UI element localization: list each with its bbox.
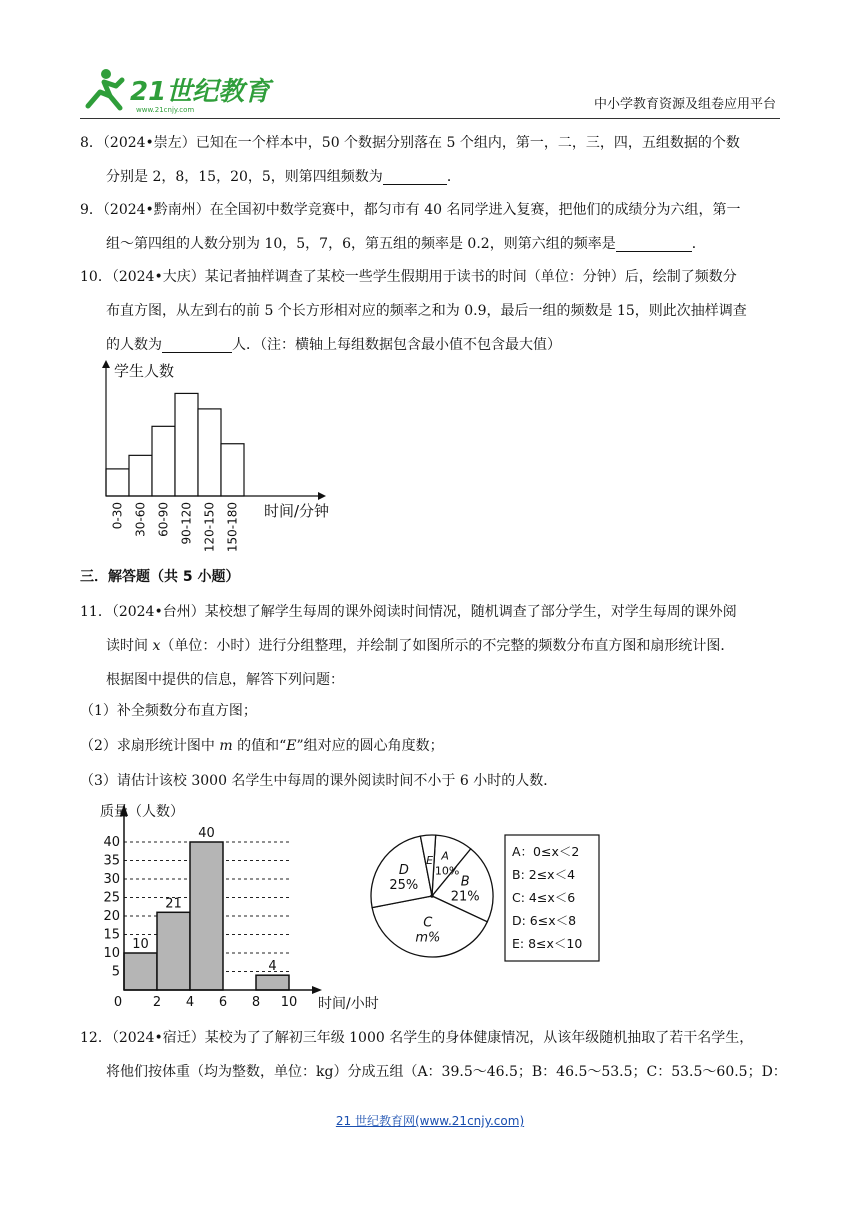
x-tick-label: 2 <box>152 995 162 1010</box>
slice-name-label: D <box>398 862 409 878</box>
pie-legend <box>504 834 600 962</box>
legend-item: B: 2≤x＜4 <box>512 867 576 882</box>
x-tick-label: 4 <box>185 995 195 1010</box>
x-tick-label: 60-90 <box>156 502 171 537</box>
slice-percent-label: m% <box>415 930 441 946</box>
section-heading: 三．解答题（共 5 小题） <box>80 569 240 585</box>
q9-text: 组～第四组的人数分别为 10，5，7，6，第五组的频率是 0.2，则第六组的频率是 <box>106 236 616 252</box>
answer-blank[interactable] <box>383 164 447 185</box>
histogram-bar <box>256 975 289 990</box>
y-axis-label: 质量（人数） <box>100 804 184 820</box>
logo-url: www.21cnjy.com <box>136 106 195 114</box>
legend-item: E: 8≤x＜10 <box>512 936 583 951</box>
question-10 <box>80 260 780 362</box>
q10-text: 的人数为 <box>106 337 162 353</box>
legend-item: A：0≤x＜2 <box>512 844 580 859</box>
q12-line2: 将他们按体重（均为整数，单位：kg）分成五组（A：39.5～46.5；B：46.5～53.5；C：53.5～60.5；D： <box>106 1064 787 1080</box>
q8-period: ． <box>446 169 461 185</box>
q11-sub1: （1）补全频数分布直方图； <box>80 703 257 719</box>
q11-sub2-c: ”组对应的圆心角度数； <box>296 738 444 754</box>
platform-name: 中小学教育资源及组卷应用平台 <box>593 97 776 112</box>
page-header <box>80 62 780 119</box>
x-tick-label: 90-120 <box>179 502 194 545</box>
histogram-bar <box>157 912 190 990</box>
histogram-bar <box>190 842 223 990</box>
legend-item: C: 4≤x＜6 <box>512 890 576 905</box>
slice-name-label: A <box>441 849 449 863</box>
slice-percent-label: 10% <box>434 864 460 878</box>
x-axis-arrow <box>312 986 322 994</box>
bar-value-label: 10 <box>132 937 149 952</box>
answer-blank[interactable] <box>616 231 692 252</box>
slice-name-label: B <box>460 874 470 890</box>
histogram-bar <box>106 469 129 496</box>
y-tick-label: 30 <box>103 872 120 887</box>
q11-line1: 11．（2024•台州）某校想了解学生每周的课外阅读时间情况，随机调查了部分学生，对学生每周的课外阅 <box>80 604 737 620</box>
x-tick-label: 0-30 <box>110 502 125 530</box>
histogram-bar <box>129 455 152 496</box>
variable-x: x <box>152 638 161 654</box>
pie-center <box>430 894 434 898</box>
q10-line1: 10．（2024•大庆）某记者抽样调查了某校一些学生假期用于读书的时间（单位：分钟）后，绘制了频数分 <box>80 269 737 285</box>
slice-name-label: E <box>426 854 434 868</box>
question-11 <box>80 595 780 697</box>
histogram-bar <box>198 409 221 496</box>
y-tick-label: 15 <box>103 927 120 943</box>
brand-logo <box>80 62 310 116</box>
x-tick-label: 10 <box>280 995 298 1010</box>
x-axis-arrow <box>318 492 326 500</box>
y-axis-label: 学生人数 <box>114 362 175 380</box>
y-tick-label: 10 <box>103 946 120 961</box>
question-8 <box>80 126 780 194</box>
q10-line2: 布直方图，从左到右的前 5 个长方形相对应的频率之和为 0.9，最后一组的频数是 15，则此次抽样调查 <box>106 303 747 319</box>
histogram-bar <box>221 444 244 496</box>
q11-text-a: 读时间 <box>106 638 153 654</box>
variable-m: m <box>219 738 233 754</box>
x-tick-label: 0 <box>113 995 123 1010</box>
q8-line1: 8．（2024•崇左）已知在一个样本中，50 个数据分别落在 5 个组内，第一，二，三，四，五组数据的个数 <box>80 135 740 151</box>
y-axis-arrow <box>102 360 110 368</box>
legend-item: D: 6≤x＜8 <box>512 913 577 928</box>
footer-link[interactable]: 21 世纪教育网(www.21cnjy.com) <box>335 1114 525 1128</box>
q8-text: 分别是 2，8，15，20，5，则第四组频数为 <box>106 169 383 185</box>
q11-line3: 根据图中提供的信息，解答下列问题： <box>106 672 344 688</box>
x-tick-label: 8 <box>251 995 261 1010</box>
x-axis-label: 时间/分钟 <box>264 502 330 520</box>
answer-blank[interactable] <box>162 332 232 353</box>
question-9 <box>80 193 780 261</box>
reading-time-histogram <box>96 356 356 556</box>
q12-line1: 12．（2024•宿迁）某校为了了解初三年级 1000 名学生的身体健康情况，从该年级随机抽取了若干名学生， <box>80 1030 754 1046</box>
x-axis-label: 时间/小时 <box>318 996 379 1012</box>
slice-name-label: C <box>423 915 433 931</box>
bar-value-label: 40 <box>198 826 215 841</box>
logo-text: 21世纪教育 <box>130 77 271 107</box>
runner-icon <box>88 69 122 108</box>
x-tick-label: 150-180 <box>225 502 240 553</box>
y-tick-label: 20 <box>103 909 120 924</box>
y-tick-label: 25 <box>103 890 120 906</box>
q11-sub2 <box>80 735 444 757</box>
pie-chart <box>362 826 502 966</box>
q8-line2 <box>80 160 780 194</box>
x-tick-label: 30-60 <box>133 502 148 537</box>
x-tick-label: 120-150 <box>202 502 217 553</box>
q9-line1: 9．（2024•黔南州）在全国初中数学竞赛中，都匀市有 40 名同学进入复赛，把他们的成绩分为六组，第一 <box>80 202 741 218</box>
q11-sub2-a: （2）求扇形统计图中 <box>80 738 220 754</box>
q9-period: ． <box>691 236 706 252</box>
q11-sub3: （3）请估计该校 3000 名学生中每周的课外阅读时间不小于 6 小时的人数． <box>80 773 558 789</box>
bar-value-label: 4 <box>268 959 277 975</box>
q9-line2 <box>80 227 780 261</box>
y-tick-label: 5 <box>111 964 120 980</box>
histogram-bar <box>175 393 198 496</box>
q11-sub2-b: 的值和“ <box>232 738 287 754</box>
variable-e: E <box>286 738 297 754</box>
q10-note: 人．（注：横轴上每组数据包含最小值不包含最大值） <box>232 337 561 353</box>
q11-line2 <box>80 629 780 663</box>
histogram-bar <box>152 426 175 496</box>
slice-percent-label: 25% <box>389 877 419 893</box>
frequency-histogram <box>96 798 396 1016</box>
bar-value-label: 21 <box>165 896 182 912</box>
q11-text-b: （单位：小时）进行分组整理，并绘制了如图所示的不完整的频数分布直方图和扇形统计图． <box>160 638 735 654</box>
histogram-bar <box>124 953 157 990</box>
question-12 <box>80 1021 787 1089</box>
x-tick-label: 6 <box>218 995 228 1010</box>
y-tick-label: 40 <box>103 835 120 850</box>
slice-percent-label: 21% <box>450 889 480 905</box>
y-tick-label: 35 <box>103 853 120 869</box>
